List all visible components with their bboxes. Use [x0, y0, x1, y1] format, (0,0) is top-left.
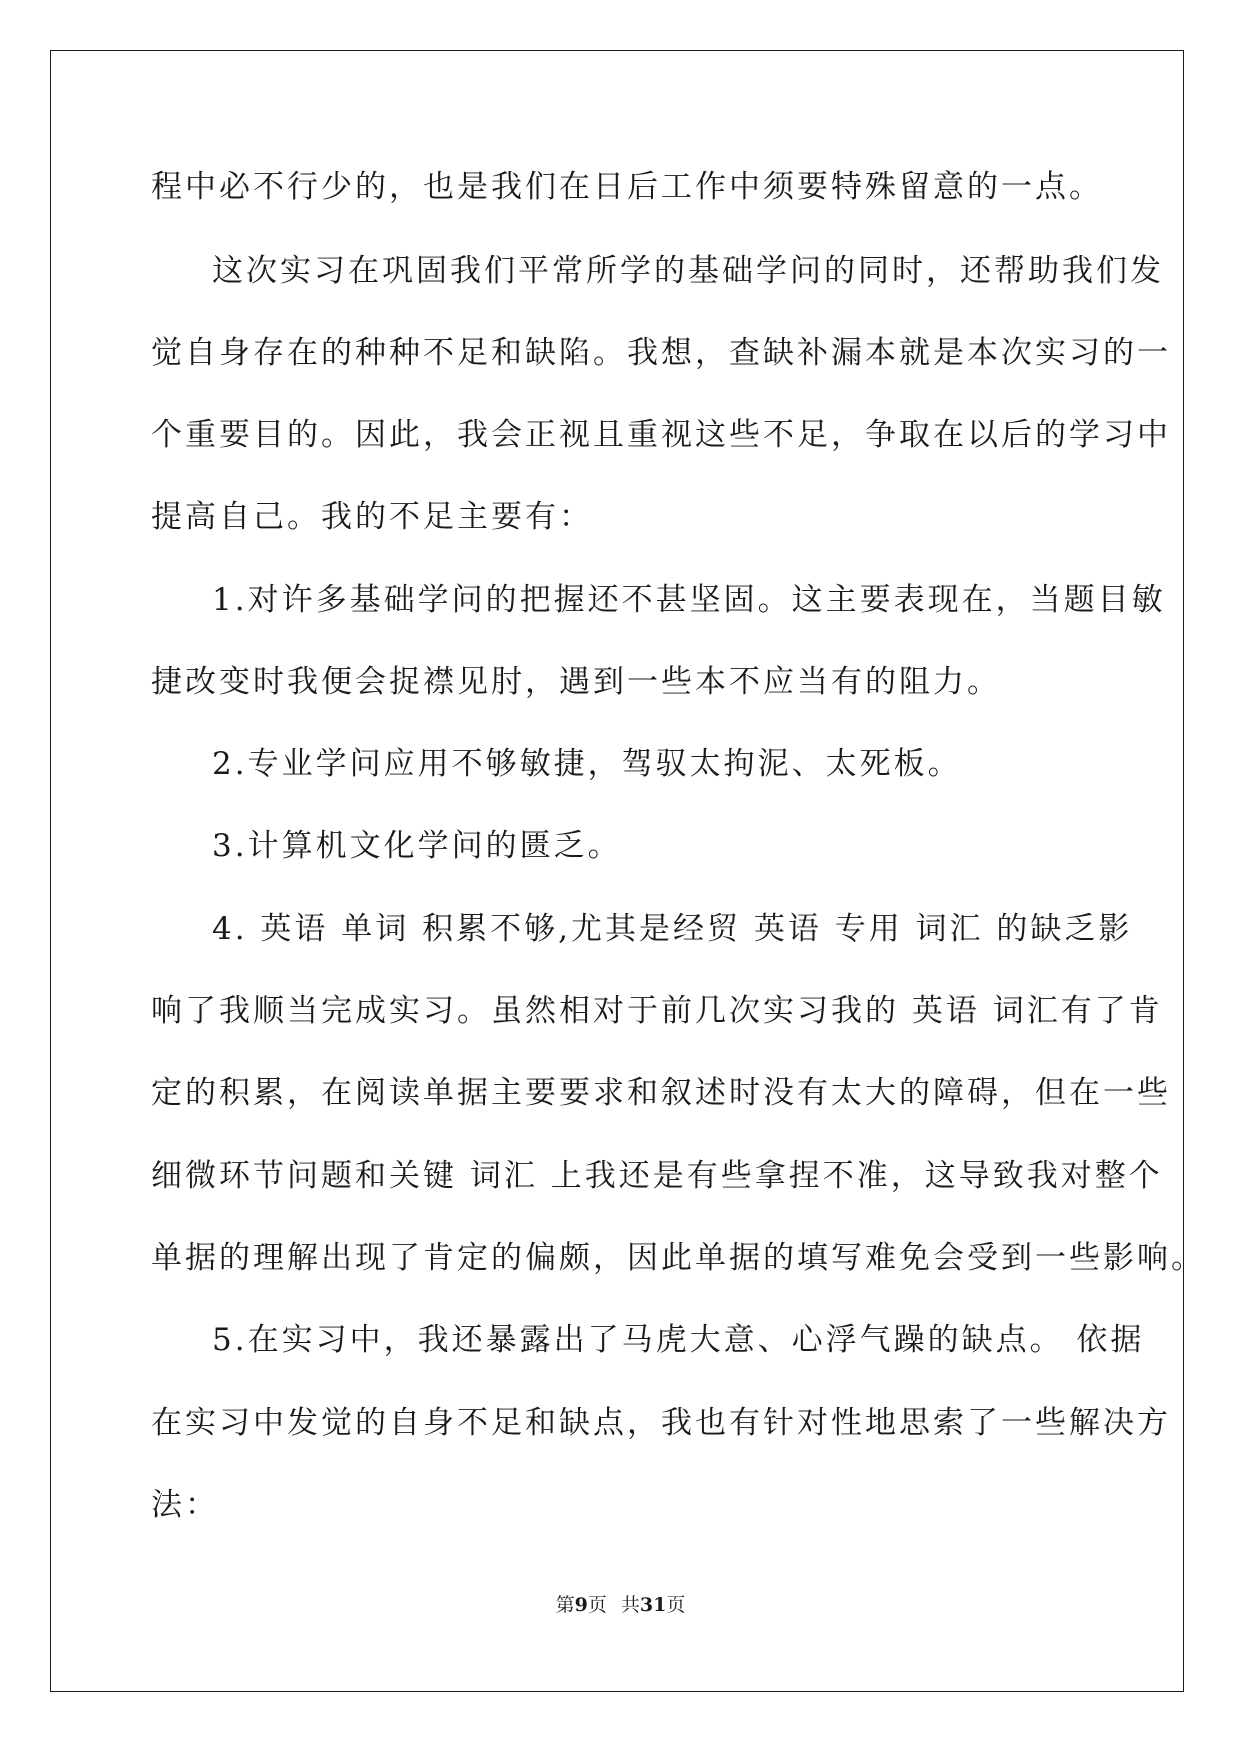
- page-footer: [0, 1596, 1241, 1615]
- text-line: 1.对许多基础学问的把握还不甚坚固。这主要表现在，当题目敏: [212, 582, 1166, 618]
- text-line: 响了我顺当完成实习。虽然相对于前几次实习我的 英语 词汇有了肯: [151, 993, 1163, 1029]
- text-line: 捷改变时我便会捉襟见肘，遇到一些本不应当有的阻力。: [151, 664, 1001, 700]
- text-line: 4. 英语 单词 积累不够,尤其是经贸 英语 专用 词汇 的缺乏影: [212, 911, 1133, 947]
- text-line: 2.专业学问应用不够敏捷，驾驭太拘泥、太死板。: [212, 746, 962, 782]
- text-line: 觉自身存在的种种不足和缺陷。我想，查缺补漏本就是本次实习的一: [151, 335, 1171, 371]
- total-prefix: 共: [620, 1594, 640, 1616]
- text-line: 定的积累，在阅读单据主要要求和叙述时没有太大的障碍，但在一些: [151, 1075, 1171, 1111]
- text-line: 5.在实习中，我还暴露出了马虎大意、心浮气躁的缺点。 依据: [212, 1322, 1145, 1358]
- text-line: 单据的理解出现了肯定的偏颇，因此单据的填写难免会受到一些影响。: [151, 1240, 1205, 1276]
- page-prefix: 第: [555, 1594, 575, 1616]
- total-pages: 31: [639, 1594, 667, 1616]
- text-line: 法：: [151, 1487, 219, 1523]
- total-suffix: 页: [666, 1594, 686, 1616]
- text-line: 3.计算机文化学问的匮乏。: [212, 828, 622, 864]
- page-suffix: 页: [587, 1594, 607, 1616]
- text-line: 这次实习在巩固我们平常所学的基础学问的同时，还帮助我们发: [212, 253, 1164, 289]
- text-line: 在实习中发觉的自身不足和缺点，我也有针对性地思索了一些解决方: [151, 1405, 1171, 1441]
- text-line: 个重要目的。因此，我会正视且重视这些不足，争取在以后的学习中: [151, 417, 1171, 453]
- text-line: 程中必不行少的，也是我们在日后工作中须要特殊留意的一点。: [151, 169, 1103, 205]
- page-border: [50, 50, 1184, 1692]
- text-line: 提高自己。我的不足主要有：: [151, 499, 593, 535]
- page-number: 9: [574, 1594, 588, 1616]
- text-line: 细微环节问题和关键 词汇 上我还是有些拿捏不准，这导致我对整个: [151, 1158, 1163, 1194]
